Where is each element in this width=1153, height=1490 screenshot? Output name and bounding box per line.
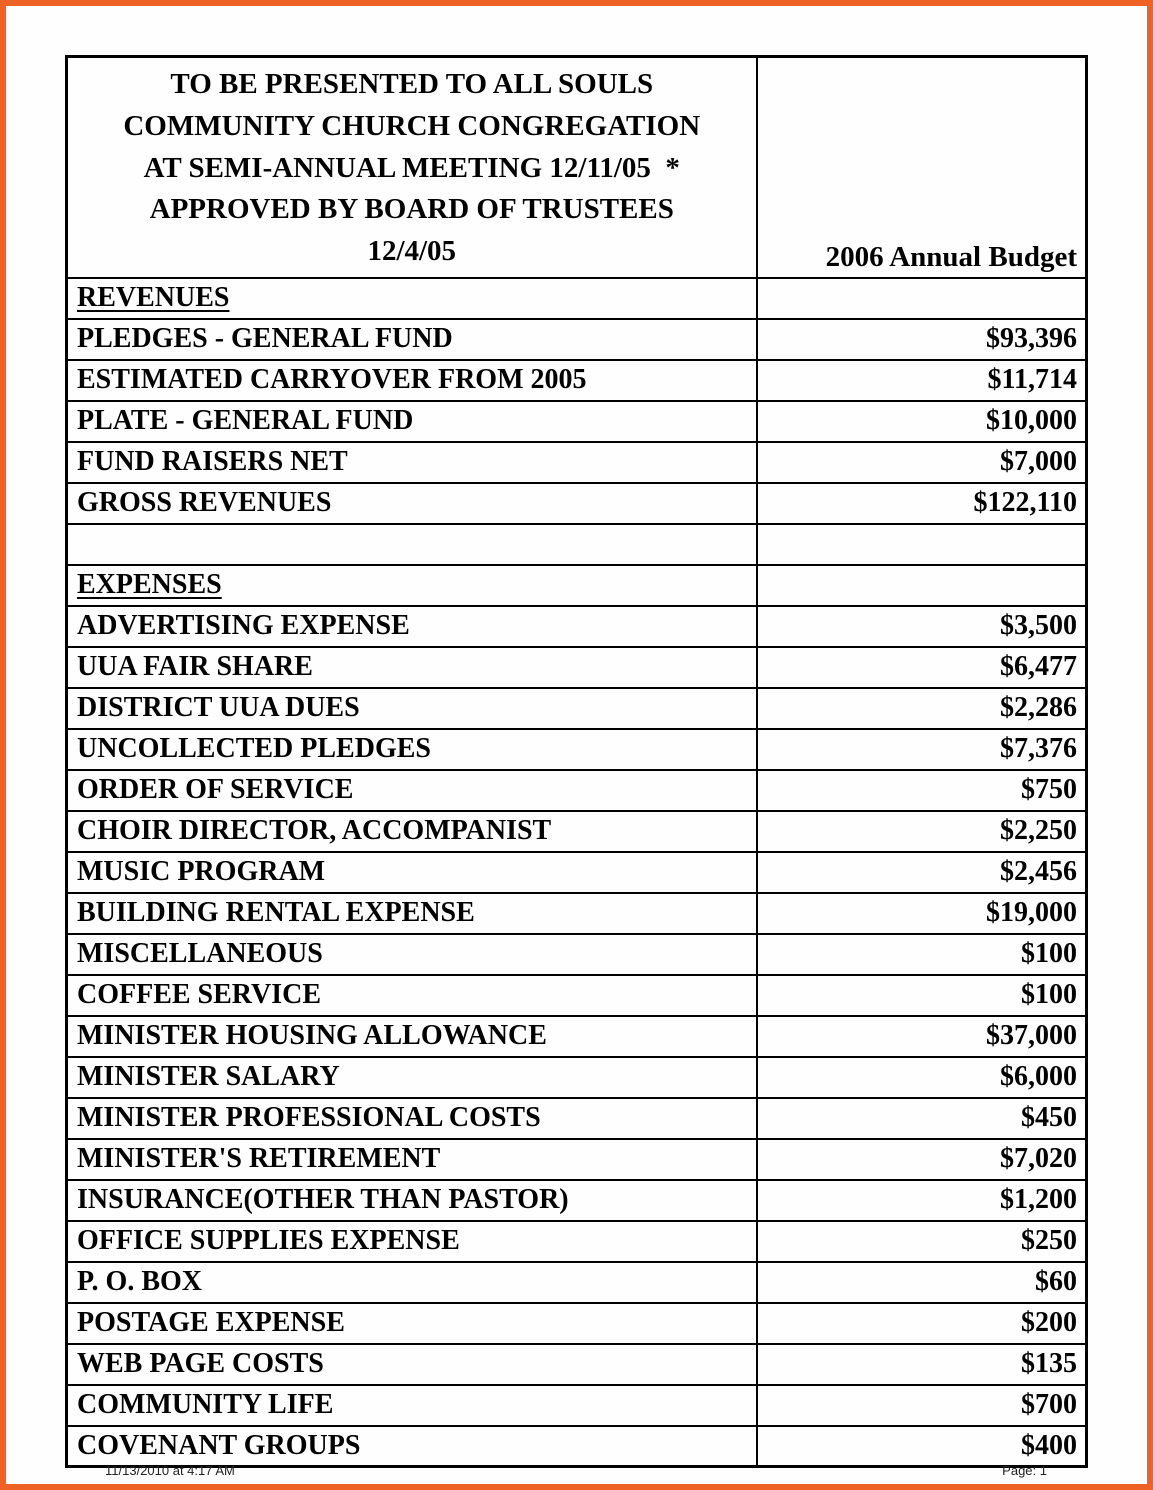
row-amount: $10,000 bbox=[757, 401, 1087, 442]
table-row bbox=[67, 1385, 1087, 1426]
table-row bbox=[67, 893, 1087, 934]
title-line: APPROVED BY BOARD OF TRUSTEES bbox=[149, 193, 674, 226]
row-amount bbox=[757, 278, 1087, 319]
budget-column-header bbox=[757, 57, 1087, 278]
row-label bbox=[67, 524, 757, 565]
table-row bbox=[67, 606, 1087, 647]
table-row bbox=[67, 688, 1087, 729]
row-label: BUILDING RENTAL EXPENSE bbox=[67, 893, 757, 934]
table-row bbox=[67, 811, 1087, 852]
section-row bbox=[67, 565, 1087, 606]
row-label: EXPENSES bbox=[67, 565, 757, 606]
row-label: P. O. BOX bbox=[67, 1262, 757, 1303]
table-row bbox=[67, 1057, 1087, 1098]
table-row bbox=[67, 1344, 1087, 1385]
row-label: COVENANT GROUPS bbox=[67, 1426, 757, 1467]
row-label: UUA FAIR SHARE bbox=[67, 647, 757, 688]
document-footer bbox=[65, 1463, 1085, 1478]
table-row bbox=[67, 442, 1087, 483]
row-amount: $2,456 bbox=[757, 852, 1087, 893]
row-amount: $11,714 bbox=[757, 360, 1087, 401]
row-label: MISCELLANEOUS bbox=[67, 934, 757, 975]
row-label: MINISTER PROFESSIONAL COSTS bbox=[67, 1098, 757, 1139]
budget-column-header-label: 2006 Annual Budget bbox=[825, 240, 1077, 273]
table-row bbox=[67, 401, 1087, 442]
row-label: OFFICE SUPPLIES EXPENSE bbox=[67, 1221, 757, 1262]
table-row bbox=[67, 934, 1087, 975]
title-line: TO BE PRESENTED TO ALL SOULS bbox=[170, 68, 654, 100]
row-amount: $2,286 bbox=[757, 688, 1087, 729]
row-amount bbox=[757, 565, 1087, 606]
row-amount: $7,000 bbox=[757, 442, 1087, 483]
row-label: CHOIR DIRECTOR, ACCOMPANIST bbox=[67, 811, 757, 852]
row-amount bbox=[757, 524, 1087, 565]
row-amount: $60 bbox=[757, 1262, 1087, 1303]
row-amount: $750 bbox=[757, 770, 1087, 811]
row-label: MINISTER HOUSING ALLOWANCE bbox=[67, 1016, 757, 1057]
row-label: COMMUNITY LIFE bbox=[67, 1385, 757, 1426]
table-row bbox=[67, 729, 1087, 770]
table-row bbox=[67, 360, 1087, 401]
table-row bbox=[67, 319, 1087, 360]
row-label: ORDER OF SERVICE bbox=[67, 770, 757, 811]
row-label: FUND RAISERS NET bbox=[67, 442, 757, 483]
row-label: GROSS REVENUES bbox=[67, 483, 757, 524]
row-amount: $400 bbox=[757, 1426, 1087, 1467]
row-amount: $19,000 bbox=[757, 893, 1087, 934]
table-row bbox=[67, 1426, 1087, 1467]
row-label: ADVERTISING EXPENSE bbox=[67, 606, 757, 647]
document-title bbox=[67, 57, 757, 278]
row-amount: $3,500 bbox=[757, 606, 1087, 647]
row-label: COFFEE SERVICE bbox=[67, 975, 757, 1016]
row-amount: $1,200 bbox=[757, 1180, 1087, 1221]
row-amount: $6,000 bbox=[757, 1057, 1087, 1098]
budget-table bbox=[65, 55, 1088, 1468]
row-amount: $122,110 bbox=[757, 483, 1087, 524]
row-label: ESTIMATED CARRYOVER FROM 2005 bbox=[67, 360, 757, 401]
row-amount: $250 bbox=[757, 1221, 1087, 1262]
table-row bbox=[67, 1262, 1087, 1303]
table-header-row bbox=[67, 57, 1087, 278]
table-row bbox=[67, 770, 1087, 811]
table-row bbox=[67, 1098, 1087, 1139]
table-row bbox=[67, 975, 1087, 1016]
row-label: WEB PAGE COSTS bbox=[67, 1344, 757, 1385]
row-amount: $37,000 bbox=[757, 1016, 1087, 1057]
row-amount: $6,477 bbox=[757, 647, 1087, 688]
row-amount: $2,250 bbox=[757, 811, 1087, 852]
row-label: MUSIC PROGRAM bbox=[67, 852, 757, 893]
blank-row bbox=[67, 524, 1087, 565]
title-line: AT SEMI-ANNUAL MEETING 12/11/05 * bbox=[143, 151, 680, 184]
row-amount: $450 bbox=[757, 1098, 1087, 1139]
page-number: Page: 1 bbox=[1002, 1463, 1047, 1478]
table-row bbox=[67, 1221, 1087, 1262]
row-amount: $200 bbox=[757, 1303, 1087, 1344]
print-timestamp: 11/13/2010 at 4:17 AM bbox=[105, 1463, 235, 1478]
section-row bbox=[67, 278, 1087, 319]
row-label: POSTAGE EXPENSE bbox=[67, 1303, 757, 1344]
row-amount: $100 bbox=[757, 934, 1087, 975]
row-amount: $100 bbox=[757, 975, 1087, 1016]
row-label: UNCOLLECTED PLEDGES bbox=[67, 729, 757, 770]
row-label: MINISTER SALARY bbox=[67, 1057, 757, 1098]
table-row bbox=[67, 483, 1087, 524]
table-body bbox=[67, 278, 1087, 1467]
row-label: REVENUES bbox=[67, 278, 757, 319]
row-amount: $93,396 bbox=[757, 319, 1087, 360]
row-label: INSURANCE(OTHER THAN PASTOR) bbox=[67, 1180, 757, 1221]
row-amount: $135 bbox=[757, 1344, 1087, 1385]
table-row bbox=[67, 1180, 1087, 1221]
table-row bbox=[67, 1139, 1087, 1180]
row-amount: $7,376 bbox=[757, 729, 1087, 770]
row-label: PLEDGES - GENERAL FUND bbox=[67, 319, 757, 360]
table-row bbox=[67, 1303, 1087, 1344]
row-label: MINISTER'S RETIREMENT bbox=[67, 1139, 757, 1180]
row-label: DISTRICT UUA DUES bbox=[67, 688, 757, 729]
table-row bbox=[67, 852, 1087, 893]
row-label: PLATE - GENERAL FUND bbox=[67, 401, 757, 442]
row-amount: $7,020 bbox=[757, 1139, 1087, 1180]
row-amount: $700 bbox=[757, 1385, 1087, 1426]
title-line: COMMUNITY CHURCH CONGREGATION bbox=[123, 109, 701, 142]
title-line: 12/4/05 bbox=[367, 235, 457, 267]
table-row bbox=[67, 647, 1087, 688]
table-row bbox=[67, 1016, 1087, 1057]
